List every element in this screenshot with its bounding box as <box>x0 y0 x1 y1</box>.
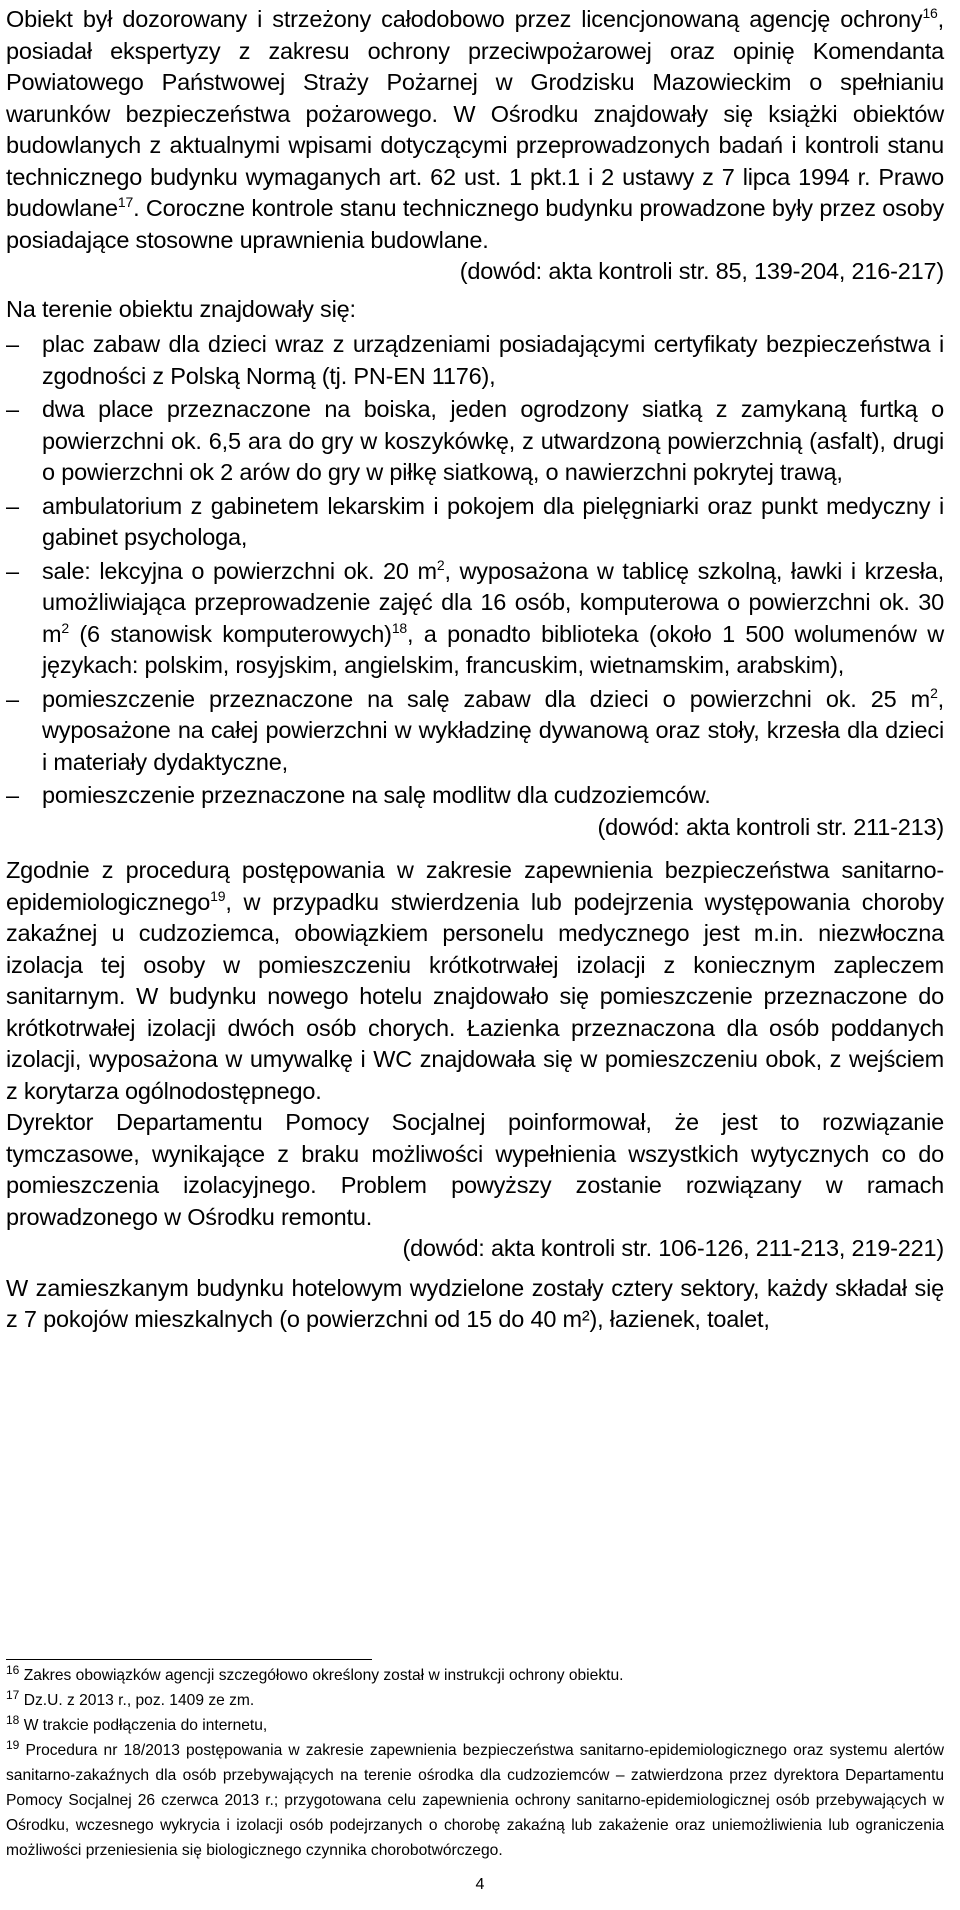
paragraph-isolation <box>6 855 944 1107</box>
evidence-citation: (dowód: akta kontroli str. 106-126, 211-213, 219-221) <box>402 1235 944 1261</box>
list-item <box>6 556 944 682</box>
main-text <box>6 4 944 1336</box>
list-item <box>6 684 944 779</box>
footnote-separator <box>6 1659 372 1660</box>
text-run: dwa place przeznaczone na boiska, jeden ogrodzony siatką z zamykaną furtką o powierzchni ok. 6,5 ara do gry w koszykówkę, z utwardzoną powierzchnią (asfalt), drugi o powierzchni ok 2 arów do gry w piłkę siatkową, o nawierzchni pokrytej trawą, <box>42 396 944 485</box>
footnote <box>6 1738 944 1863</box>
paragraph-security <box>6 4 944 256</box>
footnote-ref: 18 <box>391 619 407 636</box>
page-number: 4 <box>475 1876 485 1893</box>
text-run: (6 stanowisk komputerowych) <box>68 620 392 647</box>
dash-bullet: – <box>6 492 19 519</box>
list-item <box>6 491 944 554</box>
footnotes <box>6 1663 944 1863</box>
text-run: , w przypadku stwierdzenia lub podejrzenia występowania choroby zakaźnej u cudzoziemca, obowiązkiem personelu medycznego jest m.in. niezwłoczna izolacja tej osoby w pomieszczeniu krótkotrwałej izolacji z koniecznym zapleczem sanitarnym. W budynku nowego hotelu znajdowało się pomieszczenie przeznaczone do krótkotrwałej izolacji dwóch osób chorych. Łazienka przeznaczona dla osób poddanych izolacji, wyposażona w umywalkę i WC znajdowała się w pomieszczeniu obok, z wejściem z korytarza ogólnodostępnego. <box>6 888 944 1104</box>
text-run: Obiekt był dozorowany i strzeżony całodobowo przez licencjonowaną agencję ochrony <box>6 6 923 32</box>
text-run: . Coroczne kontrole stanu technicznego budynku prowadzone były przez osoby posiadające stosowne uprawnienia budowlane. <box>6 195 944 253</box>
superscript: 2 <box>61 619 69 636</box>
footnote <box>6 1713 944 1738</box>
text-run: ambulatorium z gabinetem lekarskim i pokojem dla pielęgniarki oraz punkt medyczny i gabinet psychologa, <box>42 492 944 550</box>
footnote-ref: 19 <box>210 887 226 904</box>
footnote-text: Dz.U. z 2013 r., poz. 1409 ze zm. <box>19 1692 255 1709</box>
text-run: sale: lekcyjna o powierzchni ok. 20 m <box>42 557 437 584</box>
evidence-citation: (dowód: akta kontroli str. 85, 139-204, 216-217) <box>459 258 944 284</box>
superscript: 2 <box>930 684 938 701</box>
paragraph-hotel: W zamieszkanym budynku hotelowym wydzielone zostały cztery sektory, każdy składał się z 7 pokojów mieszkalnych (o powierzchni od 15 do 40 m²), łazienek, toalet, <box>6 1274 944 1332</box>
footnote-text: W trakcie podłączenia do internetu, <box>19 1717 268 1734</box>
footnote-text: Procedura nr 18/2013 postępowania w zakresie zapewnienia bezpieczeństwa sanitarno-epidemiologicznego oraz systemu alertów sanitarno-zakaźnych dla osób przebywających na terenie ośrodka dla cudzoziemców – zatwierdzona przez dyrektora Departamentu Pomocy Socjalnej 26 czerwca 2013 r.; przygotowana celu zapewnienia ochrony sanitarno-epidemiologicznej osób przebywających w Ośrodku, wczesnego wykrycia i izolacji osób podejrzanych o chorobę zakaźną lub zakażenie oraz uniemożliwienia lub ograniczenia możliwości przeniesienia się biologicznego czynnika chorobotwórczego. <box>6 1742 944 1859</box>
text-run: , posiadał ekspertyzy z zakresu ochrony przeciwpożarowej oraz opinię Komendanta Powiatowego Państwowej Straży Pożarnej w Grodzisku Mazowieckim o spełnianiu warunków bezpieczeństwa pożarowego. W Ośrodku znajdowały się książki obiektów budowlanych z aktualnymi wpisami dotyczącymi przeprowadzonych badań i kontroli stanu technicznego budynku wymaganych art. 62 ust. 1 pkt.1 i 2 ustawy z 7 lipca 1994 r. Prawo budowlane <box>6 6 944 221</box>
footnote-ref: 16 <box>922 5 938 21</box>
footnote-number: 16 <box>6 1663 20 1677</box>
text-run: Zgodnie z procedurą postępowania w zakresie zapewnienia bezpieczeństwa sanitarno-epidemiologicznego <box>6 857 944 915</box>
list-item <box>6 329 944 392</box>
superscript: 2 <box>436 556 445 573</box>
text-run: , a ponadto biblioteka (około 1 500 wolumenów w językach: polskim, rosyjskim, angielskim, francuskim, wietnamskim, arabskim), <box>42 620 944 678</box>
dash-bullet: – <box>6 331 19 357</box>
list-intro: Na terenie obiektu znajdowały się: <box>6 295 356 322</box>
dash-bullet: – <box>6 685 19 712</box>
footnote <box>6 1663 944 1688</box>
dash-bullet: – <box>6 557 19 584</box>
footnote-ref: 17 <box>117 194 134 210</box>
dash-bullet: – <box>6 782 19 808</box>
facility-list <box>6 329 944 812</box>
evidence-citation: (dowód: akta kontroli str. 211-213) <box>597 813 944 840</box>
footnote-number: 19 <box>6 1738 20 1752</box>
text-run: plac zabaw dla dzieci wraz z urządzeniami posiadającymi certyfikaty bezpieczeństwa i zgodności z Polską Normą (tj. PN-EN 1176), <box>42 331 944 389</box>
footnote-number: 18 <box>6 1713 20 1727</box>
dash-bullet: – <box>6 396 19 422</box>
footnote <box>6 1688 944 1713</box>
list-item <box>6 780 944 812</box>
paragraph-director: Dyrektor Departamentu Pomocy Socjalnej poinformował, że jest to rozwiązanie tymczasowe, wynikające z braku możliwości wypełnienia wszystkich wytycznych co do pomieszczenia izolacyjnego. Problem powyższy zostanie rozwiązany w ramach prowadzonego w Ośrodku remontu. <box>6 1109 944 1230</box>
text-run: pomieszczenie przeznaczone na salę modlitw dla cudzoziemców. <box>42 782 711 808</box>
text-run: , wyposażona w tablicę szkolną, ławki i krzesła, umożliwiająca przeprowadzenie zajęć dla 16 osób, komputerowa o powierzchni ok. 30 m <box>42 557 944 647</box>
text-run: pomieszczenie przeznaczone na salę zabaw dla dzieci o powierzchni ok. 25 m <box>42 685 931 712</box>
footnote-text: Zakres obowiązków agencji szczegółowo określony został w instrukcji ochrony obiektu. <box>19 1667 624 1684</box>
footnote-number: 17 <box>6 1688 20 1702</box>
text-run: , wyposażone na całej powierzchni w wykładzinę dywanową oraz stoły, krzesła dla dzieci i materiały dydaktyczne, <box>42 685 944 775</box>
list-item <box>6 394 944 489</box>
